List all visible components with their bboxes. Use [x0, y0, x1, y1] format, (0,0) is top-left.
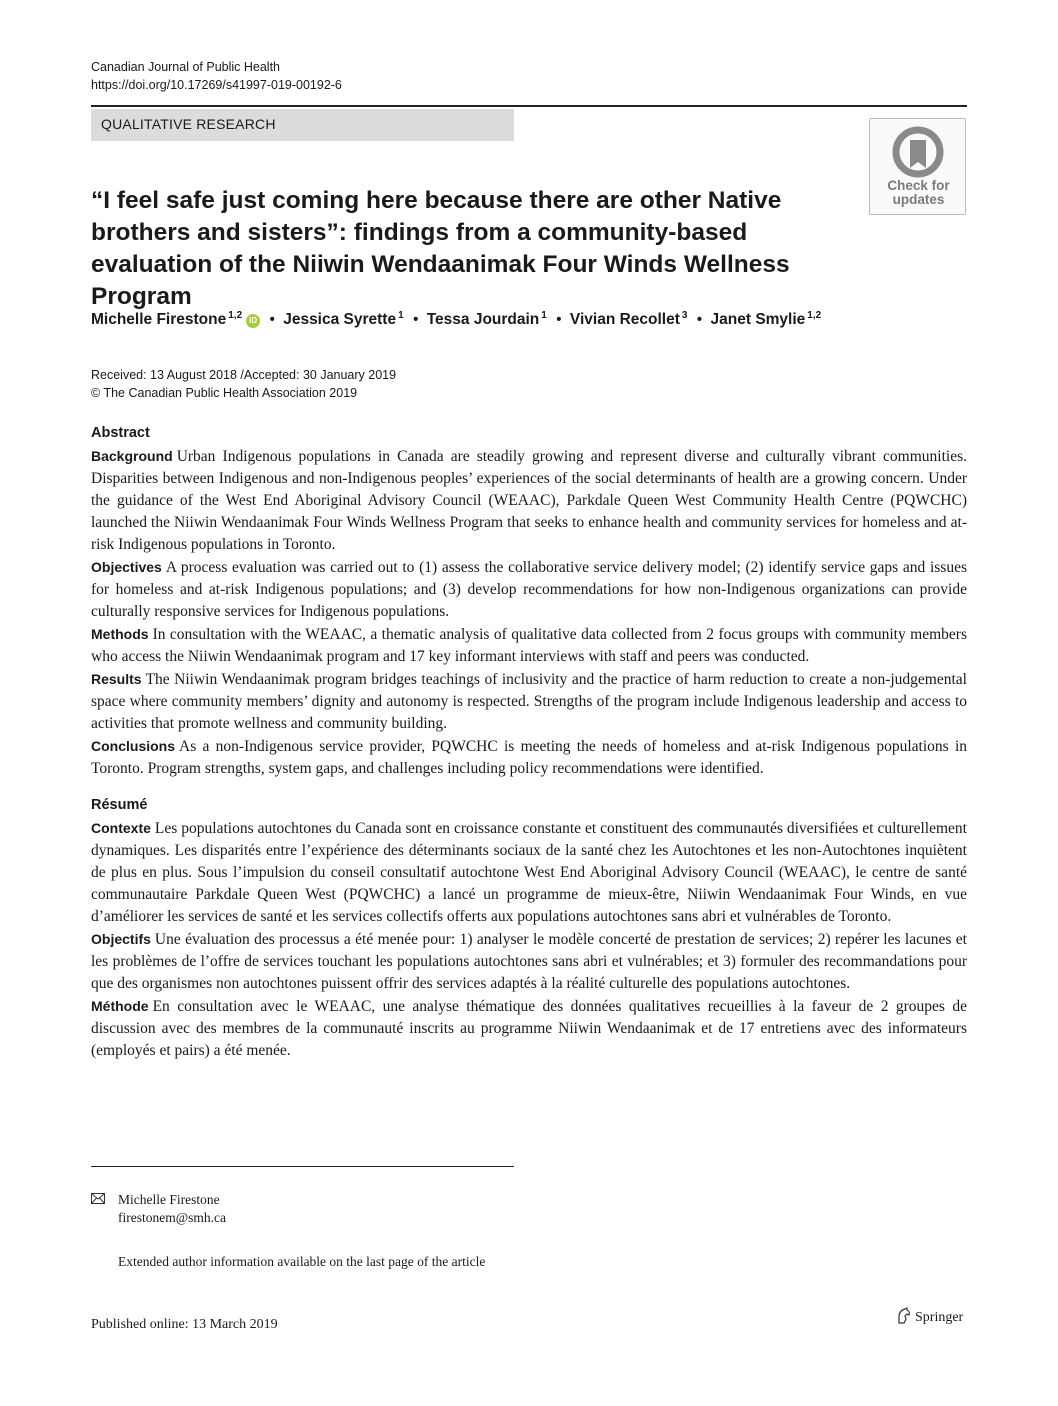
published-online: Published online: 13 March 2019: [91, 1317, 278, 1332]
resume-contexte: [91, 817, 967, 928]
methods-label: Methods: [91, 626, 149, 642]
author-affiliation: 1: [541, 310, 547, 321]
journal-header: [91, 58, 342, 94]
author-name[interactable]: Jessica Syrette: [283, 311, 397, 328]
header-rule: [91, 105, 967, 107]
contexte-text: Les populations autochtones du Canada sont en croissance constante et constituent des communautés diversifiées et culturellement dynamiques. Les disparités entre l’expérience des déterminants sociaux de la santé chez les Autochtones et les non-Autochtones inquiètent de plus en plus. Sous l’impulsion du conseil consultatif autochtone West End Aboriginal Advisory Council (WEAAC), le centre de santé communautaire Parkdale Queen West (PQWCHC) a lancé un programme de mieux-être, Niiwin Wendaanimak Four Winds, en vue d’améliorer les services de santé et les services collectifs offerts aux populations autochtones sans abri et vulnérables de Toronto.: [91, 820, 967, 925]
resume-objectifs: [91, 928, 967, 995]
abstract-objectives: [91, 556, 967, 623]
abstract-methods: [91, 623, 967, 668]
abstract-background: [91, 445, 967, 556]
orcid-icon[interactable]: iD: [246, 314, 260, 328]
author-affiliation: 1,2: [807, 310, 822, 321]
objectives-text: A process evaluation was carried out to (1) assess the collaborative service delivery model; (2) identify service gaps and issues for homeless and at-risk Indigenous populations; and (3) develop recommendations for how non-Indigenous organizations can provide culturally responsive services for Indigenous populations.: [91, 559, 967, 620]
received-accepted: Received: 13 August 2018 /Accepted: 30 January 2019: [91, 368, 397, 382]
publisher-name: Springer: [915, 1310, 964, 1325]
envelope-icon: [91, 1193, 105, 1204]
author-affiliation: 1: [398, 310, 404, 321]
author-separator: •: [696, 311, 703, 328]
section-tag: [91, 109, 514, 141]
results-label: Results: [91, 671, 142, 687]
methode-label: Méthode: [91, 998, 149, 1014]
corresponding-author: Michelle Firestone: [118, 1192, 220, 1207]
resume-methode: [91, 995, 967, 1062]
author-name[interactable]: Tessa Jourdain: [426, 311, 540, 328]
objectives-label: Objectives: [91, 559, 162, 575]
section-label: QUALITATIVE RESEARCH: [101, 116, 276, 132]
article-title: “I feel safe just coming here because there are other Native brothers and sisters”: findings from a community-based evaluation of the Niiwin Wendaanimak Four Winds Wellness Program: [91, 187, 790, 310]
methods-text: In consultation with the WEAAC, a thematic analysis of qualitative data collected from 2 focus groups with community members who access the Niiwin Wendaanimak program and 17 key informant interviews with staff and peers was conducted.: [91, 626, 967, 665]
copyright: © The Canadian Public Health Association 2019: [91, 386, 358, 400]
author-separator: •: [412, 311, 419, 328]
background-text: Urban Indigenous populations in Canada are steadily growing and represent diverse and culturally vibrant communities. Disparities between Indigenous and non-Indigenous peoples’ experiences of the social determinants of health are a growing concern. Under the guidance of the West End Aboriginal Advisory Council (WEAAC), Parkdale Queen West Community Health Centre (PQWCHC) launched the Niiwin Wendaanimak Four Winds Wellness Program that seeks to enhance health and community services for homeless and at-risk Indigenous populations in Toronto.: [91, 448, 967, 553]
abstract-heading: Abstract: [91, 425, 150, 441]
author-name[interactable]: Vivian Recollet: [569, 311, 680, 328]
author-affiliation: 3: [681, 310, 688, 321]
author-separator: •: [269, 311, 275, 328]
abstract-body: [91, 445, 967, 780]
author-separator: •: [556, 311, 562, 328]
author-name[interactable]: Michelle Firestone: [91, 311, 227, 328]
methode-text: En consultation avec le WEAAC, une analyse thématique des données qualitatives recueillies à la faveur de 2 groupes de discussion avec des membres de la communauté inscrits au programme Niiwin Wendaanimak et de 17 entretiens avec des informateurs (employés et pairs) a été menée.: [91, 998, 967, 1059]
journal-name: Canadian Journal of Public Health: [91, 60, 281, 74]
resume-body: [91, 817, 967, 1062]
contexte-label: Contexte: [91, 820, 151, 836]
article-dates: [91, 366, 396, 402]
badge-line1: Check for: [887, 178, 950, 193]
check-for-updates-icon: [892, 126, 944, 178]
objectifs-text: Une évaluation des processus a été menée pour: 1) analyser le modèle concerté de prestation de services; 2) repérer les lacunes et les problèmes de l’offre de services touchant les populations autochtones sans abri et vulnérables; et 3) formuler des recommandations pour que des organismes non autochtones puissent offrir des services adaptés à la réalité culturelle des populations autochtones.: [91, 931, 967, 992]
results-text: The Niiwin Wendaanimak program bridges teachings of inclusivity and the practice of harm reduction to create a non-judgemental space where community members’ dignity and autonomy is respected. Strengths of the program include Indigenous leadership and access to activities that promote wellness and community building.: [91, 671, 967, 732]
conclusions-label: Conclusions: [91, 738, 176, 754]
objectifs-label: Objectifs: [91, 931, 151, 947]
conclusions-text: As a non-Indigenous service provider, PQWCHC is meeting the needs of homeless and at-risk Indigenous populations in Toronto. Program strengths, system gaps, and challenges including policy recommendations were identified.: [91, 738, 967, 777]
background-label: Background: [91, 448, 173, 464]
resume-heading: Résumé: [91, 797, 148, 813]
author-list: [91, 310, 821, 329]
abstract-results: [91, 668, 967, 735]
corresponding-email[interactable]: firestonem@smh.ca: [118, 1210, 227, 1225]
springer-logo[interactable]: [896, 1307, 963, 1326]
author-affiliation: 1,2: [228, 310, 243, 321]
footnote-rule: [91, 1166, 514, 1167]
springer-horse-icon: [896, 1307, 912, 1324]
doi-link[interactable]: https://doi.org/10.17269/s41997-019-00192-6: [91, 78, 342, 92]
check-for-updates-badge[interactable]: [869, 118, 966, 215]
abstract-conclusions: [91, 735, 967, 780]
author-name[interactable]: Janet Smylie: [710, 311, 806, 328]
badge-line2: updates: [892, 192, 945, 207]
extended-author-info: Extended author information available on the last page of the article: [118, 1254, 486, 1269]
